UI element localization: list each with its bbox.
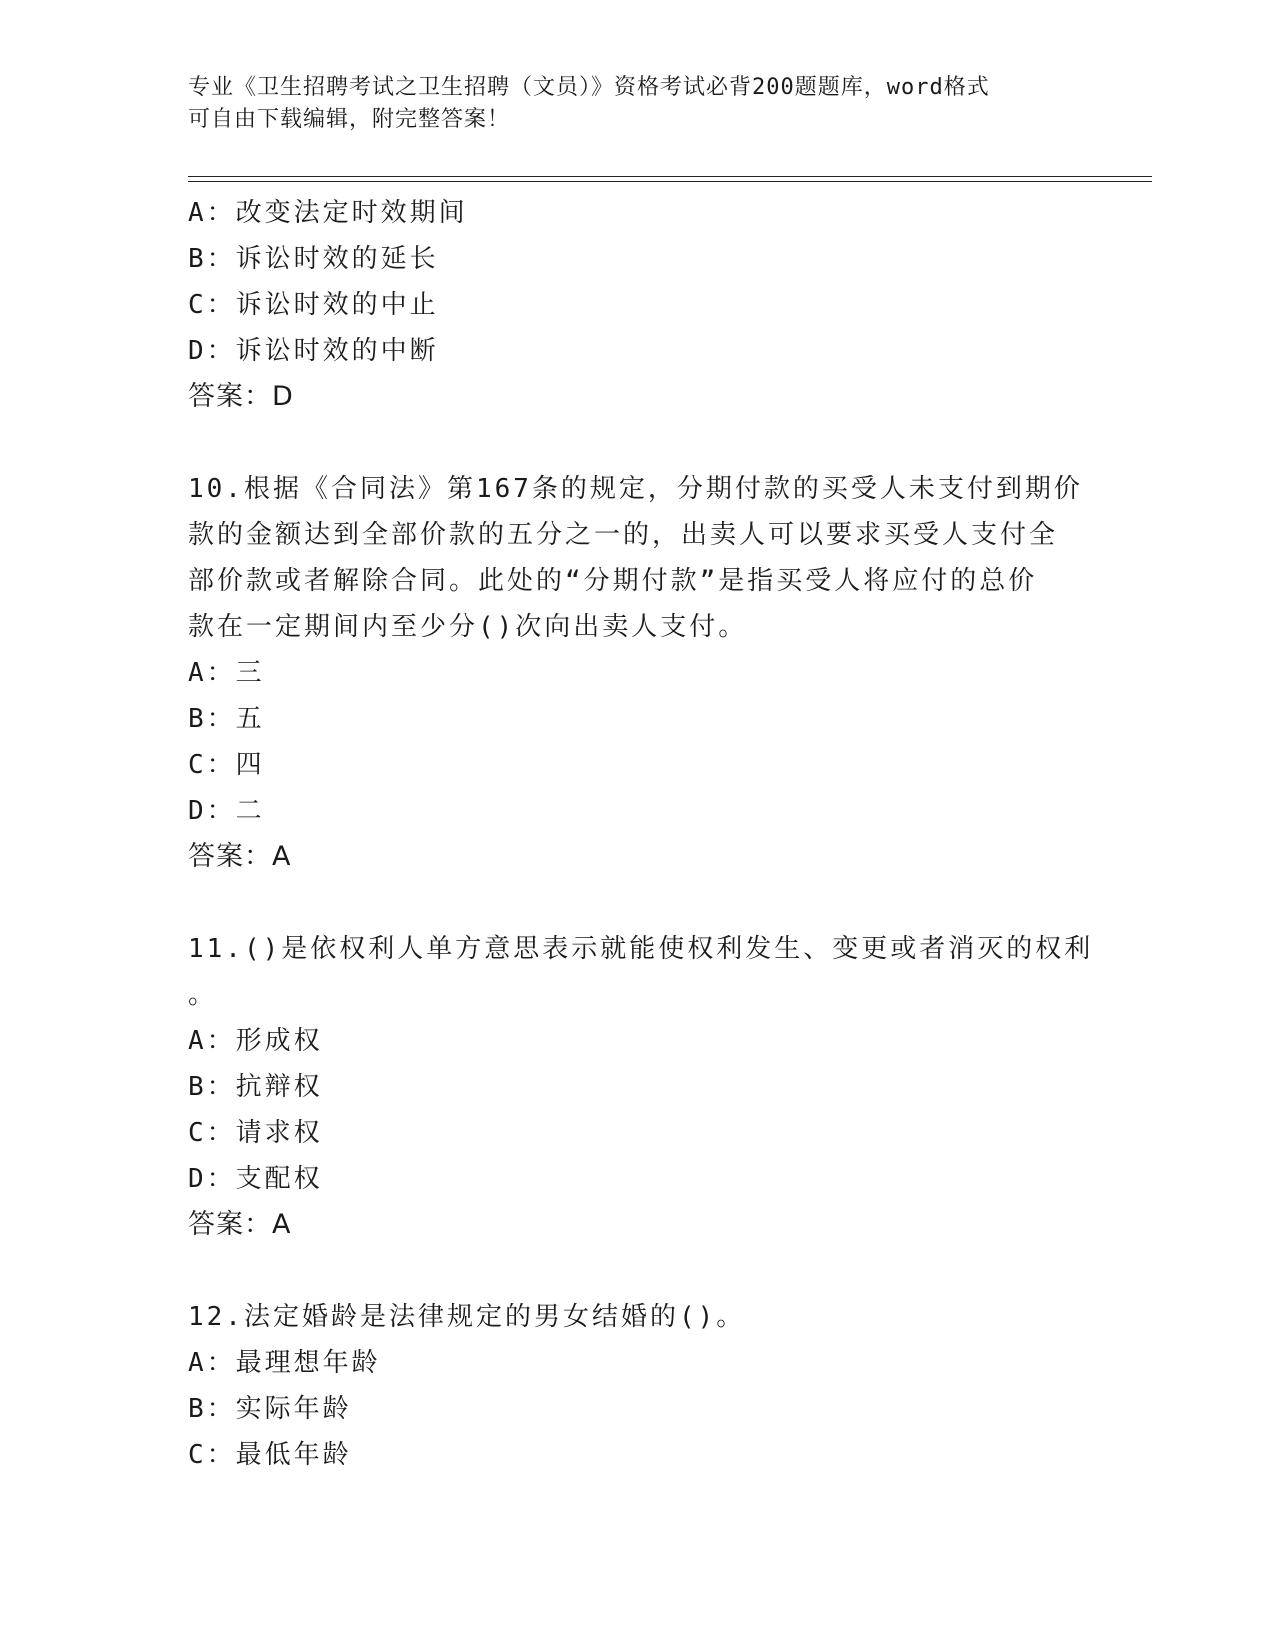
header-double-rule <box>188 176 1152 182</box>
option-a: A：改变法定时效期间 <box>188 198 468 228</box>
question-text-line: 部价款或者解除合同。此处的“分期付款”是指买受人将应付的总价 <box>188 566 1038 596</box>
question-text-line: 款的金额达到全部价款的五分之一的，出卖人可以要求买受人支付全 <box>188 520 1059 550</box>
question-9 <box>188 190 1088 420</box>
question-10 <box>188 466 1088 880</box>
question-text-line: 款在一定期间内至少分()次向出卖人支付。 <box>188 612 748 642</box>
spacer <box>188 420 1088 466</box>
option-c: C：最低年龄 <box>188 1440 352 1470</box>
question-list <box>188 190 1094 1478</box>
option-d: D：支配权 <box>188 1164 323 1194</box>
header-line-2: 可自由下载编辑，附完整答案！ <box>188 107 511 132</box>
option-a: A：形成权 <box>188 1026 323 1056</box>
question-12 <box>188 1294 1088 1478</box>
option-b: B：五 <box>188 704 265 734</box>
option-c: C：四 <box>188 750 265 780</box>
option-d: D：二 <box>188 796 265 826</box>
question-text-line: 11.()是依权利人单方意思表示就能使权利发生、变更或者消灭的权利 <box>188 934 1094 964</box>
option-a: A：三 <box>188 658 265 688</box>
header-line-1: 专业《卫生招聘考试之卫生招聘（文员）》资格考试必背200题题库，word格式 <box>188 75 990 100</box>
option-a: A：最理想年龄 <box>188 1348 381 1378</box>
spacer <box>188 880 1088 926</box>
question-text-line: 12.法定婚龄是法律规定的男女结婚的()。 <box>188 1302 746 1332</box>
document-header <box>188 72 1068 136</box>
option-b: B：实际年龄 <box>188 1394 352 1424</box>
question-text-line: 10.根据《合同法》第167条的规定，分期付款的买受人未支付到期价 <box>188 474 1083 504</box>
option-b: B：诉讼时效的延长 <box>188 244 439 274</box>
option-c: C：请求权 <box>188 1118 323 1148</box>
option-d: D：诉讼时效的中断 <box>188 336 439 366</box>
option-c: C：诉讼时效的中止 <box>188 290 439 320</box>
answer: 答案：A <box>188 841 292 872</box>
answer: 答案：A <box>188 1209 292 1240</box>
option-b: B：抗辩权 <box>188 1072 323 1102</box>
spacer <box>188 1248 1088 1294</box>
question-11 <box>188 926 1094 1248</box>
answer: 答案：D <box>188 381 294 412</box>
question-text-line: 。 <box>188 980 218 1010</box>
